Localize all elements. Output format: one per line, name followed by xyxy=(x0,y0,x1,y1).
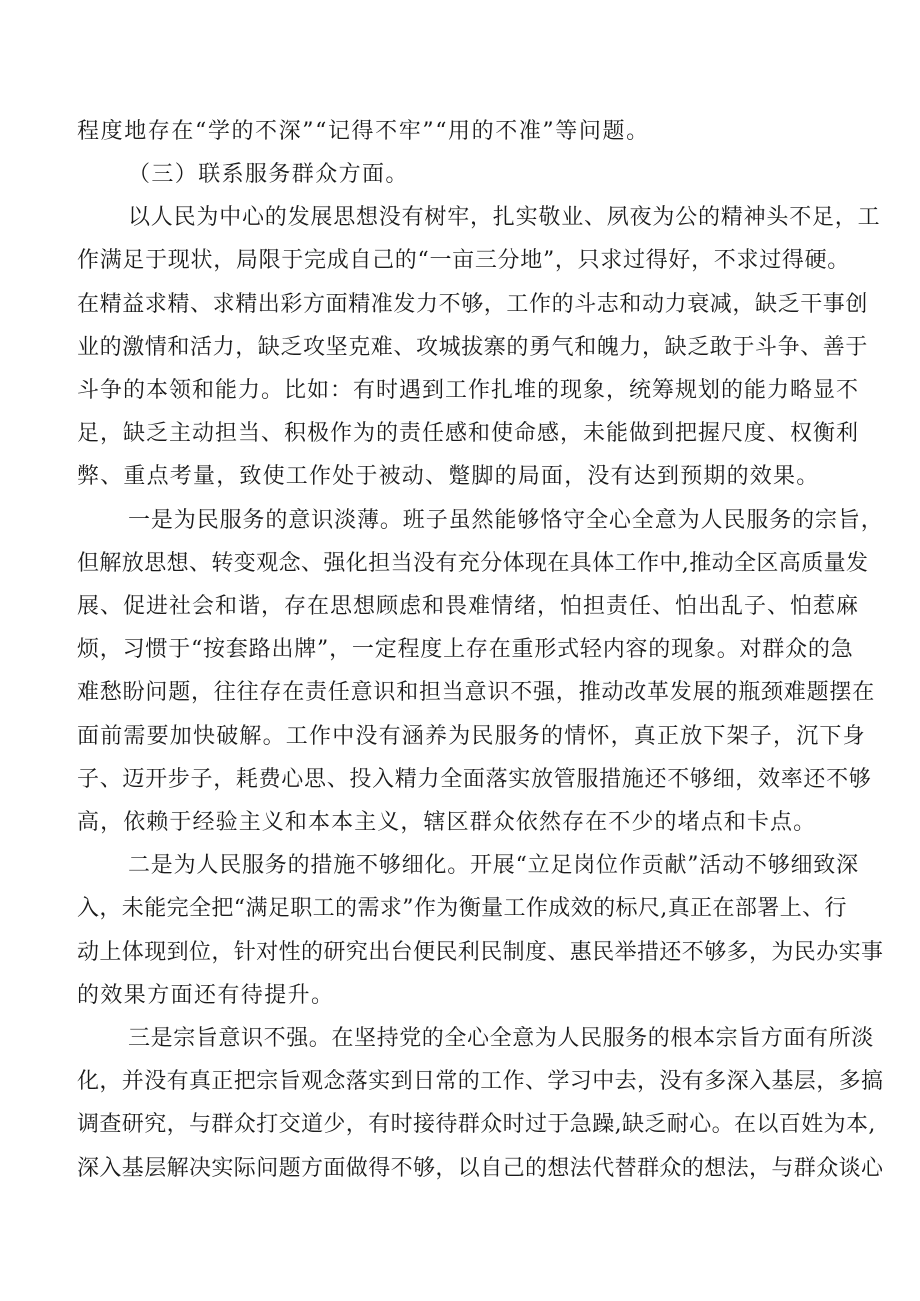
text-line-17: 高，依赖于经验主义和本本主义，辖区群众依然存在不少的堵点和卡点。 xyxy=(77,810,817,835)
text-line-25: 深入基层解决实际问题方面做得不够，以自己的想法代替群众的想法，与群众谈心 xyxy=(77,1156,884,1181)
text-line-11: 但解放思想、转变观念、强化担当没有充分体现在具体工作中,推动全区高质量发 xyxy=(77,551,869,576)
text-line-3: 以人民为中心的发展思想没有树牢，扎实敬业、夙夜为公的精神头不足，工 xyxy=(128,205,881,230)
text-line-6: 业的激情和活力，缺乏攻坚克难、攻城拔寨的勇气和魄力，缺乏敢于斗争、善于 xyxy=(77,335,869,360)
text-line-24: 调查研究，与群众打交道少，有时接待群众时过于急躁,缺乏耐心。在以百姓为本, xyxy=(77,1112,876,1137)
text-line-1: 程度地存在“学的不深”“记得不牢”“用的不准”等问题。 xyxy=(77,119,650,144)
text-line-7: 斗争的本领和能力。比如：有时遇到工作扎堆的现象，统筹规划的能力略显不 xyxy=(77,378,860,403)
text-line-14: 难愁盼问题，往往存在责任意识和担当意识不强，推动改革发展的瓶颈难题摆在 xyxy=(77,680,876,705)
text-line-10: 一是为民服务的意识淡薄。班子虽然能够恪守全心全意为人民服务的宗旨， xyxy=(128,508,884,533)
text-line-23: 化，并没有真正把宗旨观念落实到日常的工作、学习中去，没有多深入基层，多搞 xyxy=(77,1069,884,1094)
text-line-19: 入，未能完全把“满足职工的需求”作为衡量工作成效的标尺,真正在部署上、行 xyxy=(77,896,847,921)
text-line-15: 面前需要加快破解。工作中没有涵养为民服务的情怀，真正放下架子，沉下身 xyxy=(77,724,866,749)
text-line-12: 展、促进社会和谐，存在思想顾虑和畏难情绪，怕担责任、怕出乱子、怕惹麻 xyxy=(77,594,860,619)
text-line-18: 二是为人民服务的措施不够细化。开展“立足岗位作贡献”活动不够细致深 xyxy=(128,853,859,878)
text-line-5: 在精益求精、求精出彩方面精准发力不够，工作的斗志和动力衰减，缺乏干事创 xyxy=(77,292,869,317)
text-line-4: 作满足于现状，局限于完成自己的“一亩三分地”，只求过得好，不求过得硬。 xyxy=(77,248,850,273)
text-line-16: 子、迈开步子，耗费心思、投入精力全面落实放管服措施还不够细，效率还不够 xyxy=(77,767,872,792)
text-line-13: 烦，习惯于“按套路出牌”，一定程度上存在重形式轻内容的现象。对群众的急 xyxy=(77,637,854,662)
section-heading: （三）联系服务群众方面。 xyxy=(128,162,409,187)
text-line-8: 足，缺乏主动担当、积极作为的责任感和使命感，未能做到把握尺度、权衡利 xyxy=(77,421,860,446)
text-line-20: 动上体现到位，针对性的研究出台便民利民制度、惠民举措还不够多，为民办实事 xyxy=(77,940,884,965)
text-line-9: 弊、重点考量，致使工作处于被动、蹩脚的局面，没有达到预期的效果。 xyxy=(77,464,820,489)
text-line-21: 的效果方面还有待提升。 xyxy=(77,983,335,1008)
text-line-22: 三是宗旨意识不强。在坚持党的全心全意为人民服务的根本宗旨方面有所淡 xyxy=(128,1026,874,1051)
